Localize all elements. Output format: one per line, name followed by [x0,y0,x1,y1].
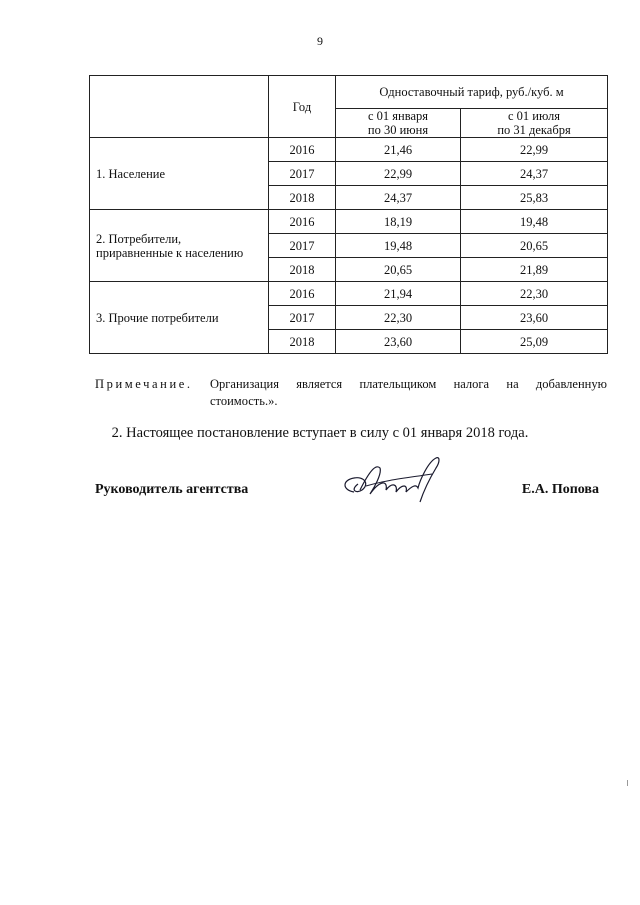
note-line2: стоимость.». [210,394,278,408]
year-cell: 2018 [269,186,336,210]
tariff-cell: 22,99 [336,162,461,186]
category-label: 2. Потребители, [96,231,182,246]
category-label: 1. Население [96,166,166,181]
tariff-cell: 21,46 [336,138,461,162]
category-header-cell [90,76,269,138]
note-label: Примечание. [95,377,193,391]
tariff-cell: 25,83 [461,186,608,210]
tariff-cell: 21,94 [336,282,461,306]
table-header-row [90,76,608,109]
table-row [90,138,608,162]
tariff-cell: 22,30 [336,306,461,330]
category-cell [90,282,269,354]
tariff-cell: 20,65 [461,234,608,258]
effective-date-clause: 2. Настоящее постановление вступает в силу с 01 января 2018 года. [111,425,529,441]
tariff-table [89,75,608,354]
note-words [210,376,607,393]
tariff-cell: 21,89 [461,258,608,282]
year-header-cell: Год [269,76,336,138]
table-row [90,210,608,234]
year-cell: 2016 [269,282,336,306]
category-label-line2: приравненные к населению [96,245,244,260]
period2-line1: с 01 июля [508,109,561,123]
tariff-cell: 24,37 [461,162,608,186]
year-cell: 2016 [269,138,336,162]
signatory-name: Е.А. Попова [521,482,599,497]
period1-header-cell [336,109,461,138]
signatory-title: Руководитель агентства [95,482,249,497]
tariff-cell: 23,60 [461,306,608,330]
table-row [90,282,608,306]
period1-line1: с 01 января [367,109,429,123]
note-word: является [296,377,343,391]
year-cell: 2017 [269,306,336,330]
tariff-cell: 20,65 [336,258,461,282]
tariff-cell: 22,30 [461,282,608,306]
handwritten-signature [336,450,451,510]
category-cell [90,210,269,282]
category-cell [90,138,269,210]
year-cell: 2018 [269,330,336,354]
tariff-cell: 18,19 [336,210,461,234]
note-line1 [95,376,607,393]
note-word: плательщиком [359,377,437,391]
note-word: Организация [210,377,279,391]
category-label: 3. Прочие потребители [96,310,219,325]
period2-header-cell [461,109,608,138]
period1-line2: по 30 июня [367,123,429,137]
note-word: добавленную [535,377,607,391]
tariff-cell: 25,09 [461,330,608,354]
page-number: 9 [317,34,323,48]
tariff-cell: 19,48 [336,234,461,258]
year-cell: 2016 [269,210,336,234]
tariff-cell: 24,37 [336,186,461,210]
year-cell: 2017 [269,234,336,258]
tariff-cell: 22,99 [461,138,608,162]
tariff-header-cell: Одноставочный тариф, руб./куб. м [336,76,608,109]
tariff-cell: 19,48 [461,210,608,234]
year-cell: 2017 [269,162,336,186]
note-word: на [506,377,519,391]
scan-mark [627,780,628,786]
note-block [95,376,607,410]
year-cell: 2018 [269,258,336,282]
tariff-cell: 23,60 [336,330,461,354]
note-word: налога [453,377,490,391]
period2-line2: по 31 декабря [497,123,571,137]
